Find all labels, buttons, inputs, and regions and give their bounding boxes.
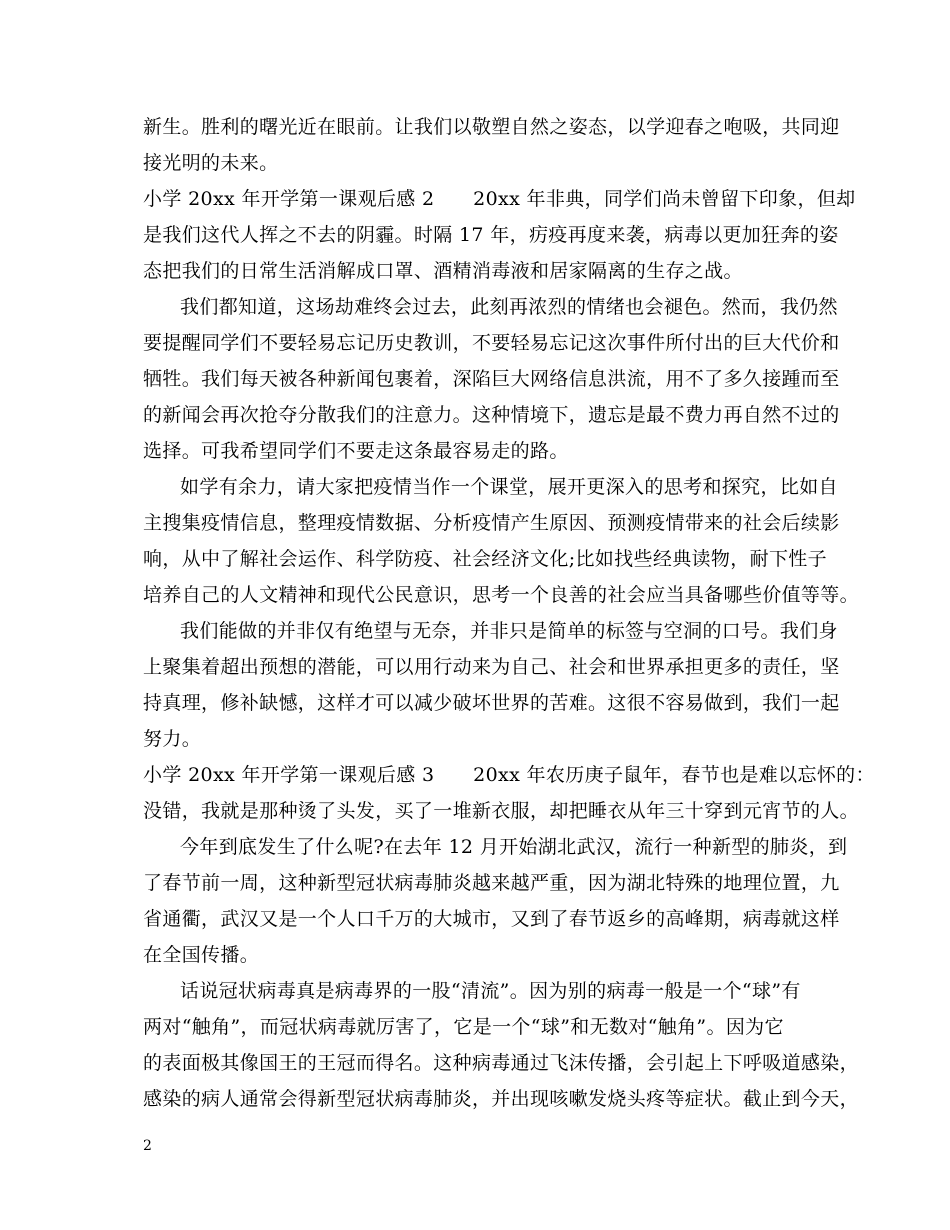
page-number: 2	[143, 1138, 152, 1154]
text-line: 响，从中了解社会运作、科学防疫、社会经济文化;比如找些经典读物，耐下性子	[143, 548, 828, 570]
text-line: 选择。可我希望同学们不要走这条最容易走的路。	[143, 440, 569, 462]
text-line: 了春节前一周，这种新型冠状病毒肺炎越来越严重，因为湖北特殊的地理位置，九	[143, 872, 840, 894]
text-line: 感染的病人通常会得新型冠状病毒肺炎，并出现咳嗽发烧头疼等症状。截止到今天，	[143, 1088, 859, 1110]
text-line: 是我们这代人挥之不去的阴霾。时隔 17 年，疠疫再度来袭，病毒以更加狂奔的姿	[143, 224, 839, 246]
text-line: 我们能做的并非仅有绝望与无奈，并非只是简单的标签与空洞的口号。我们身	[180, 620, 838, 642]
text-line: 没错，我就是那种烫了头发，买了一堆新衣服，却把睡衣从年三十穿到元宵节的人。	[143, 800, 859, 822]
text-line: 话说冠状病毒真是病毒界的一股“清流”。因为别的病毒一般是一个“球”有	[180, 980, 801, 1002]
text-line: 努力。	[143, 728, 202, 750]
text-line: 上聚集着超出预想的潜能，可以用行动来为自己、社会和世界承担更多的责任，坚	[143, 656, 840, 678]
text-line: 态把我们的日常生活消解成口罩、酒精消毒液和居家隔离的生存之战。	[143, 260, 743, 282]
text-line: 接光明的未来。	[143, 152, 279, 174]
text-line: 主搜集疫情信息，整理疫情数据、分析疫情产生原因、预测疫情带来的社会后续影	[143, 512, 840, 534]
text-line: 我们都知道，这场劫难终会过去，此刻再浓烈的情绪也会褪色。然而，我仍然	[180, 296, 838, 318]
text-line: 牺牲。我们每天被各种新闻包裹着，深陷巨大网络信息洪流，用不了多久接踵而至	[143, 368, 840, 390]
text-line: 持真理，修补缺憾，这样才可以减少破坏世界的苦难。这很不容易做到，我们一起	[143, 692, 840, 714]
text-line: 今年到底发生了什么呢?在去年 12 月开始湖北武汉，流行一种新型的肺炎，到	[180, 836, 848, 858]
text-line: 要提醒同学们不要轻易忘记历史教训，不要轻易忘记这次事件所付出的巨大代价和	[143, 332, 840, 354]
text-line: 新生。胜利的曙光近在眼前。让我们以敬塑自然之姿态，以学迎春之咆吸，共同迎	[143, 116, 840, 138]
text-line: 省通衢，武汉又是一个人口千万的大城市，又到了春节返乡的高峰期，病毒就这样	[143, 908, 840, 930]
text-line: 小学 20xx 年开学第一课观后感 3 20xx 年农历庚子鼠年，春节也是难以忘怀的：	[143, 764, 875, 786]
text-line: 在全国传播。	[143, 944, 260, 966]
text-line: 两对“触角”，而冠状病毒就厉害了，它是一个“球”和无数对“触角”。因为它	[143, 1016, 784, 1038]
text-line: 的新闻会再次抢夺分散我们的注意力。这种情境下，遗忘是最不费力再自然不过的	[143, 404, 840, 426]
text-line: 培养自己的人文精神和现代公民意识，思考一个良善的社会应当具备哪些价值等等。	[143, 584, 859, 606]
text-line: 的表面极其像国王的王冠而得名。这种病毒通过飞沫传播，会引起上下呼吸道感染，	[143, 1052, 859, 1074]
text-line: 小学 20xx 年开学第一课观后感 2 20xx 年非典，同学们尚未曾留下印象，但却	[143, 188, 856, 210]
text-line: 如学有余力，请大家把疫情当作一个课堂，展开更深入的思考和探究，比如自	[180, 476, 838, 498]
